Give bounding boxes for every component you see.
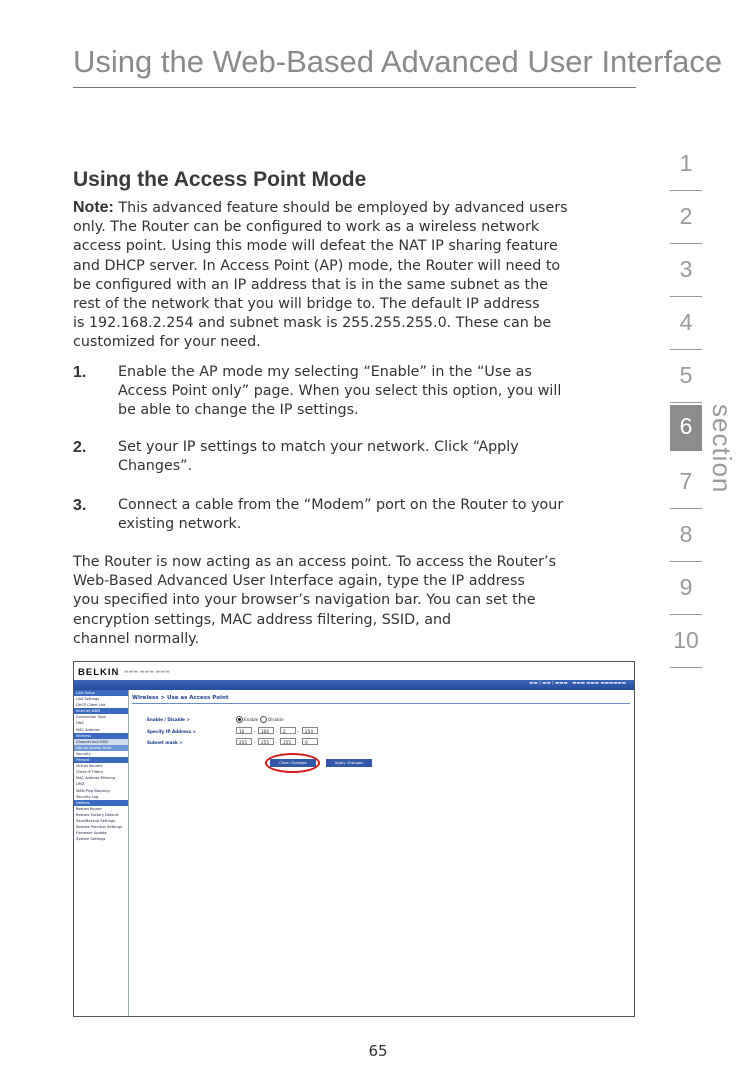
sidebar-item[interactable]: Virtual Servers [76, 764, 103, 769]
rail-section-4: 4 [679, 309, 693, 335]
rail-section-6-active: 6 [679, 413, 693, 439]
rail-section-8: 8 [679, 521, 693, 547]
sidebar-item[interactable]: Security [76, 751, 91, 756]
rail-section-3: 3 [679, 256, 693, 282]
highlight-circle-annotation [265, 753, 320, 773]
step-text [118, 496, 628, 534]
note-paragraph [73, 198, 633, 353]
closing-line: you specified into your browser’s navigation bar. You can set the [73, 592, 536, 609]
rail-section-1: 1 [679, 150, 693, 176]
router-sidebar [74, 690, 129, 1016]
rail-divider [670, 296, 702, 297]
mask-octet-field[interactable]: 255 [258, 738, 274, 745]
step-line: Access Point only” page. When you select this option, you will [118, 383, 562, 400]
logo-tagline-graphic: ▬▬▬ ▬▬▬ ▬▬▬ [124, 669, 170, 675]
sidebar-item[interactable]: Internet WAN [74, 708, 128, 714]
router-content-divider [132, 703, 630, 704]
closing-line: The Router is now acting as an access point. To access the Router’s [73, 554, 557, 570]
rail-section-2: 2 [679, 203, 693, 229]
closing-paragraph [73, 553, 633, 649]
sidebar-item[interactable]: System Settings [76, 837, 106, 842]
step-line: Connect a cable from the “Modem” port on the Router to your [118, 497, 564, 513]
note-line: be configured with an IP address that is in the same subnet as the [73, 276, 548, 293]
sidebar-item[interactable]: Connection Type [76, 715, 106, 720]
step-line: existing network. [118, 516, 242, 533]
step-line: Changes”. [118, 458, 193, 475]
ip-dot: . [298, 728, 300, 734]
sidebar-item[interactable]: MAC Address Filtering [76, 776, 116, 781]
note-label: Note: [73, 199, 114, 216]
mask-octet-field[interactable]: 255 [280, 738, 296, 745]
rail-section-5: 5 [679, 362, 693, 388]
sidebar-item[interactable]: WAN Ping Blocking [76, 788, 110, 793]
disable-radio[interactable] [260, 716, 267, 723]
apply-changes-button[interactable]: Apply Changes [326, 759, 372, 767]
screenshot-header [74, 662, 634, 680]
rail-divider [670, 508, 702, 509]
ip-octet-field[interactable]: 254 [302, 727, 318, 734]
step-line: Enable the AP mode my selecting “Enable” in the “Use as [118, 364, 532, 380]
ip-dot: . [254, 728, 256, 734]
ip-dot: . [276, 728, 278, 734]
sidebar-item[interactable]: LAN Settings [76, 697, 100, 702]
sidebar-item[interactable]: DMZ [76, 782, 85, 787]
step-line: be able to change the IP settings. [118, 402, 359, 419]
ip-dot: . [276, 739, 278, 745]
sidebar-item[interactable]: Security Log [76, 794, 99, 799]
page-header-title: Using the Web-Based Advanced User Interface [73, 44, 723, 79]
sidebar-item[interactable]: Client IP Filters [76, 770, 103, 775]
ip-dot: . [254, 739, 256, 745]
sidebar-item[interactable]: Wireless [74, 733, 128, 739]
step-text [118, 438, 628, 476]
sidebar-item[interactable]: Utilities [74, 800, 128, 806]
rail-divider [670, 349, 702, 350]
note-line: rest of the network that you will bridge to. The default IP address [73, 296, 540, 313]
sidebar-item[interactable]: Firewall [74, 757, 128, 763]
note-line: only. The Router can be configured to work as a wireless network [73, 219, 540, 236]
sidebar-item[interactable]: Firmware Update [76, 831, 107, 836]
step-line: Set your IP settings to match your network. Click “Apply [118, 439, 519, 455]
closing-line: channel normally. [73, 630, 200, 647]
sidebar-item[interactable]: Channel and SSID [74, 739, 128, 745]
nav-bar-links: ▬▬ | ▬▬ | ▬▬▬ ▬▬▬ ▬▬▬ ▬▬▬▬▬▬ [529, 681, 626, 686]
note-line: is 192.168.2.254 and subnet mask is 255.255.255.0. These can be [73, 315, 552, 332]
sidebar-item[interactable]: Restart Router [76, 806, 102, 811]
belkin-logo: BELKIN [78, 667, 120, 678]
closing-line: encryption settings, MAC address filtering, SSID, and [73, 611, 452, 628]
section-word: section [707, 404, 737, 494]
enable-radio[interactable] [236, 716, 243, 723]
closing-line: Web-Based Advanced User Interface again, type the IP address [73, 573, 525, 590]
sidebar-item[interactable]: LAN Setup [74, 690, 128, 696]
step-number: 3. [73, 497, 87, 514]
ip-octet-field[interactable]: 10 [236, 727, 252, 734]
ip-octet-field[interactable]: 100 [258, 727, 274, 734]
step-number: 2. [73, 439, 87, 456]
ip-dot: . [298, 739, 300, 745]
sidebar-item[interactable]: Restore Previous Settings [76, 825, 122, 830]
note-line: and DHCP server. In Access Point (AP) mode, the Router will need to [73, 257, 561, 274]
rail-divider [670, 614, 702, 615]
enable-radio-label: Enable [244, 717, 259, 722]
rail-divider [670, 190, 702, 191]
note-line: This advanced feature should be employed by advanced users [113, 200, 568, 216]
clear-changes-button[interactable]: Clear Changes [270, 759, 316, 767]
rail-divider [670, 243, 702, 244]
sidebar-item[interactable]: Save/Backup Settings [76, 818, 116, 823]
rail-section-9: 9 [679, 574, 693, 600]
step-text [118, 363, 628, 421]
rail-section-7: 7 [679, 468, 693, 494]
sidebar-item[interactable]: Restore Factory Default [76, 812, 119, 817]
page-number: 65 [368, 1042, 388, 1060]
rail-divider [670, 667, 702, 668]
mask-octet-field[interactable]: 0 [302, 738, 318, 745]
sidebar-item[interactable]: DNS [76, 721, 84, 726]
ip-octet-field[interactable]: 2 [280, 727, 296, 734]
section-heading: Using the Access Point Mode [73, 168, 367, 191]
router-breadcrumb: Wireless > Use as Access Point [132, 695, 229, 701]
rail-divider [670, 561, 702, 562]
note-line: customized for your need. [73, 334, 261, 351]
header-divider [73, 87, 636, 88]
disable-radio-label: Disable [268, 717, 284, 722]
router-ui-screenshot [73, 661, 635, 1017]
sidebar-item[interactable]: DHCP Client List [76, 703, 106, 708]
step-number: 1. [73, 364, 87, 381]
enable-label: Enable / Disable > [147, 717, 190, 722]
ip-address-label: Specify IP Address > [147, 729, 196, 734]
rail-section-10: 10 [673, 627, 699, 653]
sidebar-item-active[interactable]: Use as Access Point [74, 745, 128, 751]
section-label [707, 404, 741, 496]
note-line: access point. Using this mode will defeat the NAT IP sharing feature [73, 238, 558, 255]
mask-octet-field[interactable]: 255 [236, 738, 252, 745]
subnet-mask-label: Subnet mask > [147, 740, 183, 745]
sidebar-item[interactable]: MAC Address [76, 727, 100, 732]
rail-divider [670, 402, 702, 403]
